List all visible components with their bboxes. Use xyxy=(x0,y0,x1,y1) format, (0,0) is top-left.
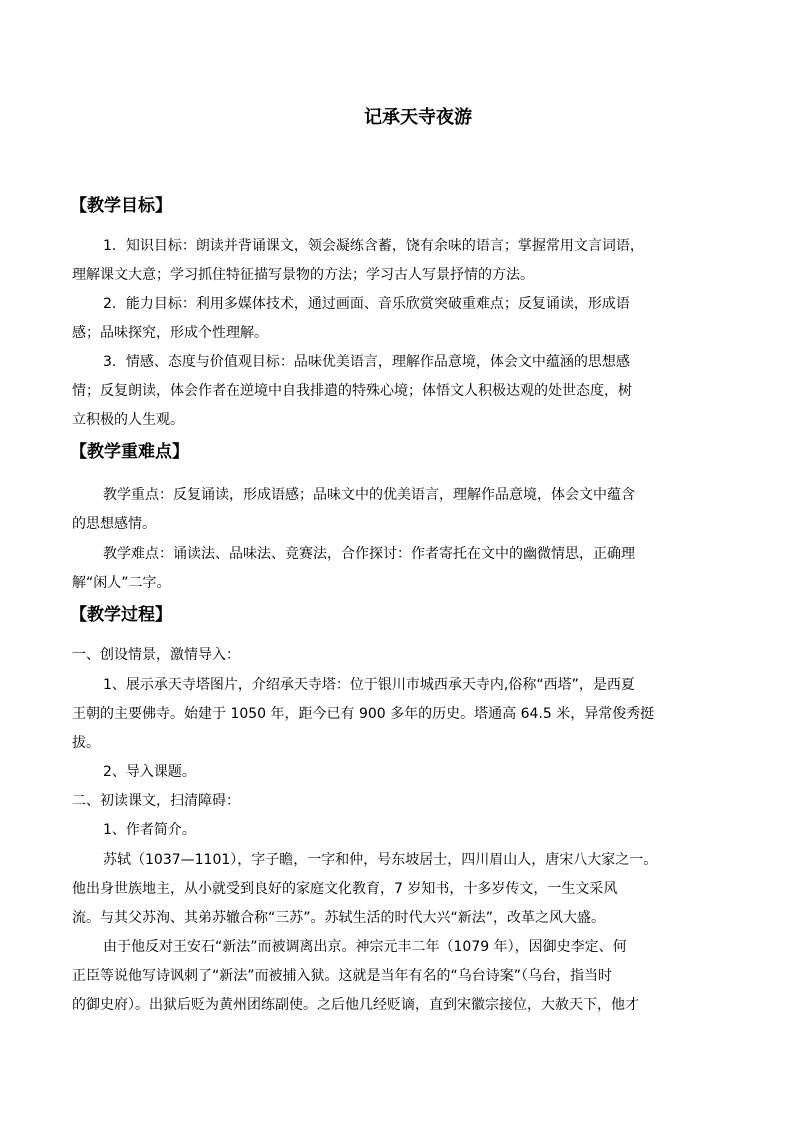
paragraph-line: 由于他反对王安石“新法”而被调离出京。神宗元丰二年（1079 年），因御史李定、何 xyxy=(103,939,627,955)
paragraph-line: 立积极的人生观。 xyxy=(72,412,184,428)
heading-teaching-process: 【教学过程】 xyxy=(70,605,172,625)
paragraph-line: 1、展示承天寺塔图片，介绍承天寺塔：位于银川市城西承天寺内,俗称“西塔”，是西夏 xyxy=(103,677,635,693)
paragraph-line: 的御史府）。出狱后贬为黄州团练副使。之后他几经贬谪，直到宋徽宗接位，大赦天下，他才 xyxy=(72,997,639,1013)
paragraph-line: 3．情感、态度与价值观目标：品味优美语言，理解作品意境，体会文中蕴涵的思想感 xyxy=(103,354,630,370)
paragraph-line: 他出身世族地主，从小就受到良好的家庭文化教育，7 岁知书，十多岁传文，一生文采风 xyxy=(72,881,618,897)
paragraph-line: 一、创设情景，激情导入： xyxy=(72,647,240,663)
paragraph-line: 教学难点：诵读法、品味法、竞赛法，合作探讨：作者寄托在文中的幽微情思，正确理 xyxy=(103,546,635,562)
paragraph-line: 2．能力目标：利用多媒体技术，通过画面、音乐欣赏突破重难点；反复诵读，形成语 xyxy=(103,296,630,312)
paragraph-line: 解“闲人”二字。 xyxy=(72,575,171,591)
document-title: 记承天寺夜游 xyxy=(364,107,472,128)
paragraph-line: 正臣等说他写诗讽刺了“新法”而被捕入狱。这就是当年有名的“乌台诗案”（乌台，指当时 xyxy=(72,968,613,984)
paragraph-line: 感；品味探究，形成个性理解。 xyxy=(72,325,268,341)
paragraph-line: 王朝的主要佛寺。始建于 1050 年，距今已有 900 多年的历史。塔通高 64.5 米，异常俊秀挺 xyxy=(72,706,655,722)
paragraph-line: 流。与其父苏洵、其弟苏辙合称“三苏”。苏轼生活的时代大兴“新法”，改革之风大盛。 xyxy=(72,910,606,926)
paragraph-line: 1、作者简介。 xyxy=(103,822,196,838)
paragraph-line: 拔。 xyxy=(72,735,100,751)
paragraph-line: 1．知识目标：朗读并背诵课文，领会凝练含蓄，饶有余味的语言；掌握常用文言词语， xyxy=(103,238,644,254)
paragraph-line: 情；反复朗读，体会作者在逆境中自我排遣的特殊心境；体悟文人积极达观的处世态度，树 xyxy=(72,383,632,399)
heading-key-points: 【教学重难点】 xyxy=(70,442,189,462)
paragraph-line: 理解课文大意；学习抓住特征描写景物的方法；学习古人写景抒情的方法。 xyxy=(72,267,534,283)
paragraph-line: 的思想感情。 xyxy=(72,516,156,532)
paragraph-line: 教学重点：反复诵读，形成语感；品味文中的优美语言，理解作品意境，体会文中蕴含 xyxy=(103,487,635,503)
paragraph-line: 2、导入课题。 xyxy=(103,764,196,780)
paragraph-line: 二、初读课文，扫清障碍： xyxy=(72,793,240,809)
heading-teaching-goals: 【教学目标】 xyxy=(70,196,172,216)
paragraph-line: 苏轼（1037—1101），字子瞻，一字和仲，号东坡居士，四川眉山人，唐宋八大家之一。 xyxy=(103,852,658,868)
